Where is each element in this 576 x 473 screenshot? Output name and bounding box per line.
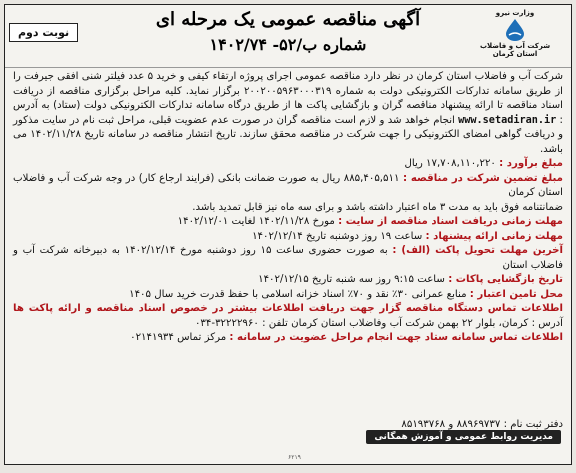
tender-notice [4,4,572,465]
estimate-value: ۱۷,۷۰۸,۱۱۰,۲۲۰ ریال [404,158,496,169]
opening-row [13,273,563,288]
title-block [125,7,451,57]
contact-setad-label: اطلاعات تماس سامانه ستاد جهت انجام مراحل عضویت در سامانه : [229,332,563,343]
company-line1: شرکت آب و فاضلاب [479,42,551,50]
ministry-label: وزارت نیرو [495,9,535,17]
water-drop-icon [500,18,530,42]
contact-org-value: آدرس : کرمان، بلوار ۲۲ بهمن شرکت آب وفاضلاب استان کرمان تلفن : ۳۲۲۲۲۹۶۰-۰۳۴ [194,317,563,329]
contact-setad-value: مرکز تماس ۰۲۱۴۱۹۳۴ [130,332,227,343]
envelope-deadline-label: آخرین مهلت تحویل پاکت (الف) : [392,245,563,256]
doc-deadline-label: مهلت زمانی دریافت اسناد مناقصه از سایت : [338,216,563,227]
header [5,5,571,68]
guarantee-row [13,172,563,201]
notice-title: آگهی مناقصه عمومی یک مرحله ای [155,9,421,30]
offer-deadline-row [13,230,563,245]
doc-deadline-row [13,215,563,230]
opening-label: تاریخ بازگشایی پاکات : [448,274,563,285]
offer-deadline-label: مهلت زمانی ارائه پیشنهاد : [425,230,563,242]
notice-body [5,68,571,346]
company-logo [465,9,565,65]
round-badge: نوبت دوم [9,23,78,42]
guarantee-value: ۸۸۵,۴۰۵,۵۱۱ ریال به صورت ضمانت بانکی (فرایند ارجاع کار) در وجه شرکت آب و فاضلاب استان کرمان [13,172,563,198]
guarantee-label: مبلغ تضمین شرکت در مناقصه : [402,172,563,184]
contact-setad-row [13,331,563,346]
funding-label: محل تامین اعتبار : [469,288,563,300]
estimate-label: مبلغ برآورد : [499,158,563,169]
notice-number: شماره ب/۵۲- ۱۴۰۲/۷۴ [209,35,367,54]
contact-org-row [13,302,563,331]
website-link[interactable]: www.setadiran.ir [458,114,557,126]
intro-text [13,70,563,157]
opening-value: ساعت ۹:۱۵ روز سه شنبه تاریخ ۱۴۰۲/۱۲/۱۵ [258,274,445,285]
company-line2: استان کرمان [492,50,538,58]
company-name [480,42,550,58]
offer-deadline-value: ساعت ۱۹ روز دوشنبه تاریخ ۱۴۰۲/۱۲/۱۴ [252,230,423,242]
office-row: دفتر ثبت نام : ۸۸۹۶۹۷۳۷ و ۸۵۱۹۳۷۶۸ [401,419,563,430]
guarantee-note: ضمانتنامه فوق باید به مدت ۳ ماه اعتبار داشته باشد و برای سه ماه نیز قابل تمدید باشد. [192,201,563,213]
funding-value: منابع عمرانی ۳۰٪ نقد و ۷۰٪ اسناد خزانه اسلامی با حفظ قدرت خرید سال ۱۴۰۵ [129,288,467,300]
doc-deadline-value: مورخ ۱۴۰۲/۱۱/۲۸ لغایت ۱۴۰۲/۱۲/۰۱ [177,216,335,227]
funding-row [13,288,563,303]
intro-paragraph: شرکت آب و فاضلاب استان کرمان در نظر دارد مناقصه عمومی اجرای پروژه ارتقاء کیفی و خرید ۵ عدد فیلتر شنی افقی جیرفت را از طریق سامانه تدارکات الکترونیکی دولت به شماره ۲۰۰۲۰۰۵۹۶۳۰۰۰۳۱۹ برگزار نماید. کلیه مراحل برگزاری مناقصه از دریافت اسناد مناقصه تا ارائه پیشنهاد مناقصه گران و بازگشایی پاکت ها از طریق درگاه سامانه تدارکات الکترونیکی دولت (ستاد) به آدرس : [13,71,564,126]
envelope-deadline-value: به صورت حضوری ساعت ۱۵ روز دوشنبه مورخ ۱۴۰۲/۱۲/۱۴ به دبیرخانه شرکت آب و فاضلاب استان [13,245,563,271]
estimate-row [13,157,563,172]
envelope-deadline-row [13,244,563,273]
footer-department: مدیریت روابط عمومی و آموزش همگانی [366,430,561,444]
print-code: ۶۲۱۹ [288,454,301,461]
contact-org-label: اطلاعات تماس دستگاه مناقصه گزار جهت دریافت اطلاعات بیشتر در خصوص اسناد مناقصه و ارائه پاکت ها [13,303,563,314]
intro-paragraph-2: انجام خواهد شد و لازم است مناقصه گران در صورت عدم عضویت قبلی، مراحل ثبت نام در سایت مذکور و دریافت گواهی امضای الکترونیکی را جهت شرکت در مناقصه محقق سازند. تاریخ انتشار مناقصه در سامانه تاریخ ۱۴۰۲/۱۱/۲۸ می باشد. [13,114,564,155]
